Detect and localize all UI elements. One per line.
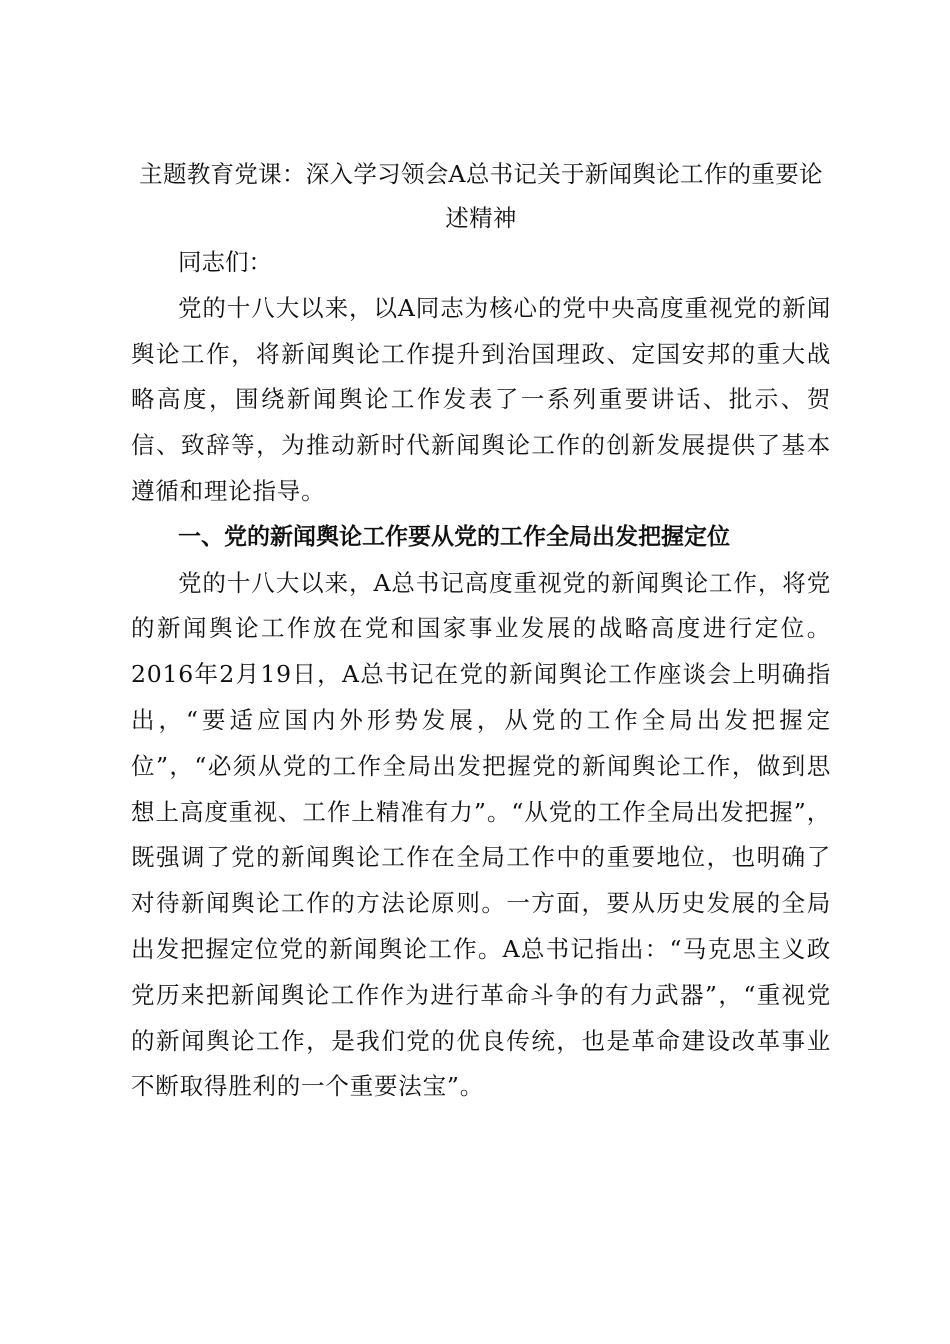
document-content	[131, 152, 831, 1110]
section-1-heading: 一、党的新闻舆论工作要从党的工作全局出发把握定位	[178, 523, 730, 550]
document-title: 主题教育党课：深入学习领会A总书记关于新闻舆论工作的重要论述精神	[139, 160, 823, 232]
section-1-paragraph: 党的十八大以来，A总书记高度重视党的新闻舆论工作，将党的新闻舆论工作放在党和国家事业发展的战略高度进行定位。2016年2月19日，A总书记在党的新闻舆论工作座谈会上明确指出，“要适应国内外形势发展，从党的工作全局出发把握定位”，“必须从党的工作全局出发把握党的新闻舆论工作，做到思想上高度重视、工作上精准有力”。“从党的工作全局出发把握”，既强调了党的新闻舆论工作在全局工作中的重要地位，也明确了对待新闻舆论工作的方法论原则。一方面，要从历史发展的全局出发把握定位党的新闻舆论工作。A总书记指出：“马克思主义政党历来把新闻舆论工作作为进行革命斗争的有力武器”，“重视党的新闻舆论工作，是我们党的优良传统，也是革命建设改革事业不断取得胜利的一个重要法宝”。	[131, 568, 831, 1101]
greeting: 同志们：	[178, 248, 272, 276]
intro-paragraph: 党的十八大以来，以A同志为核心的党中央高度重视党的新闻舆论工作，将新闻舆论工作提升到治国理政、定国安邦的重大战略高度，围绕新闻舆论工作发表了一系列重要讲话、批示、贺信、致辞等，为推动新时代新闻舆论工作的创新发展提供了基本遵循和理论指导。	[131, 293, 831, 505]
